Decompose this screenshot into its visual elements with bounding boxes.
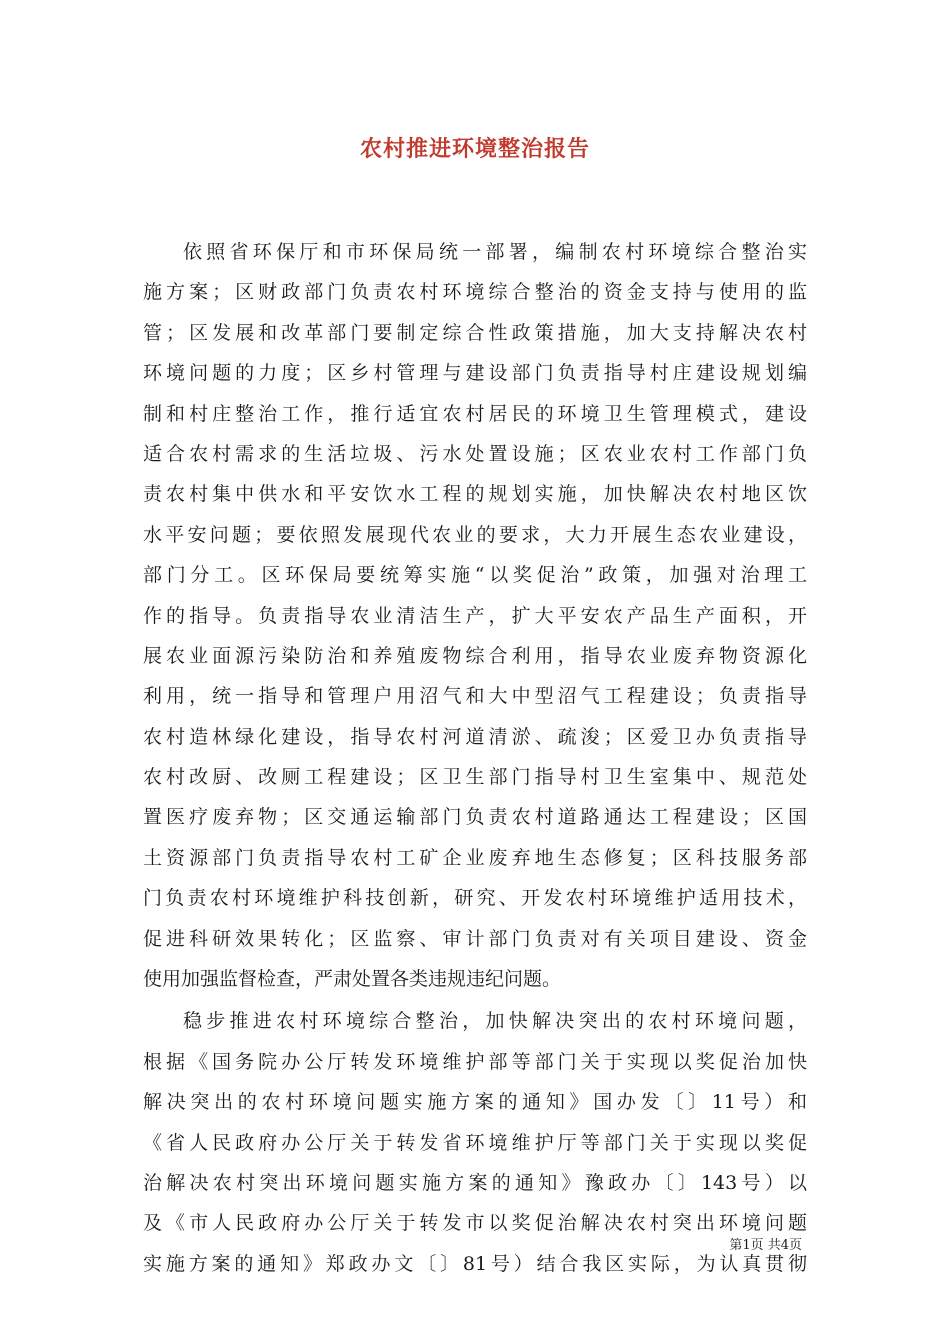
paragraph-line: 门负责农村环境维护科技创新，研究、开发农村环境维护适用技术，: [143, 887, 807, 910]
paragraph-line: 及《市人民政府办公厅关于转发市以奖促治解决农村突出环境问题: [143, 1212, 807, 1235]
paragraph-line: 治解决农村突出环境问题实施方案的通知》豫政办〔〕143号）以: [143, 1171, 807, 1194]
page-number: 第1页 共4页: [729, 1238, 802, 1253]
paragraph-line: 展农业面源污染防治和养殖废物综合利用，指导农业废弃物资源化: [143, 644, 807, 667]
paragraph-2: [143, 1001, 807, 1284]
paragraph-line: 稳步推进农村环境综合整治，加快解决突出的农村环境问题，: [183, 1010, 807, 1033]
paragraph-line: 农村造林绿化建设，指导农村河道清淤、疏浚；区爱卫办负责指导: [143, 725, 807, 748]
paragraph-line: 农村改厨、改厕工程建设；区卫生部门指导村卫生室集中、规范处: [143, 766, 807, 789]
paragraph-line: 作的指导。负责指导农业清洁生产，扩大平安农产品生产面积，开: [143, 604, 807, 627]
paragraph-line: 环境问题的力度；区乡村管理与建设部门负责指导村庄建设规划编: [143, 362, 807, 385]
paragraph-line: 责农村集中供水和平安饮水工程的规划实施，加快解决农村地区饮: [143, 483, 807, 506]
paragraph-line: 实施方案的通知》郑政办文〔〕81号）结合我区实际，为认真贯彻: [143, 1252, 807, 1275]
paragraph-line: 土资源部门负责指导农村工矿企业废弃地生态修复；区科技服务部: [143, 846, 807, 869]
paragraph-line: 水平安问题；要依照发展现代农业的要求，大力开展生态农业建设，: [143, 523, 807, 546]
paragraph-line: 依照省环保厅和市环保局统一部署，编制农村环境综合整治实: [183, 241, 807, 263]
paragraph-line: 管；区发展和改革部门要制定综合性政策措施，加大支持解决农村: [143, 321, 807, 344]
paragraph-line: 促进科研效果转化；区监察、审计部门负责对有关项目建设、资金: [143, 927, 807, 950]
paragraph-line: 适合农村需求的生活垃圾、污水处置设施；区农业农村工作部门负: [143, 442, 807, 465]
paragraph-line: 使用加强监督检查，严肃处置各类违规违纪问题。: [143, 968, 562, 991]
paragraph-line: 制和村庄整治工作，推行适宜农村居民的环境卫生管理模式，建设: [143, 402, 807, 425]
paragraph-line: 利用，统一指导和管理户用沼气和大中型沼气工程建设；负责指导: [143, 685, 807, 708]
paragraph-line: 根据《国务院办公厅转发环境维护部等部门关于实现以奖促治加快: [143, 1050, 807, 1073]
paragraph-1: [143, 232, 807, 999]
paragraph-line: 施方案；区财政部门负责农村环境综合整治的资金支持与使用的监: [143, 281, 807, 304]
document-title: 农村推进环境整治报告: [359, 136, 590, 162]
paragraph-line: 置医疗废弃物；区交通运输部门负责农村道路通达工程建设；区国: [143, 806, 807, 829]
document-body: [143, 232, 807, 1284]
paragraph-line: 部门分工。区环保局要统筹实施“以奖促治”政策，加强对治理工: [143, 564, 807, 587]
paragraph-line: 解决突出的农村环境问题实施方案的通知》国办发〔〕11号）和: [143, 1091, 807, 1114]
paragraph-line: 《省人民政府办公厅关于转发省环境维护厅等部门关于实现以奖促: [143, 1131, 807, 1154]
